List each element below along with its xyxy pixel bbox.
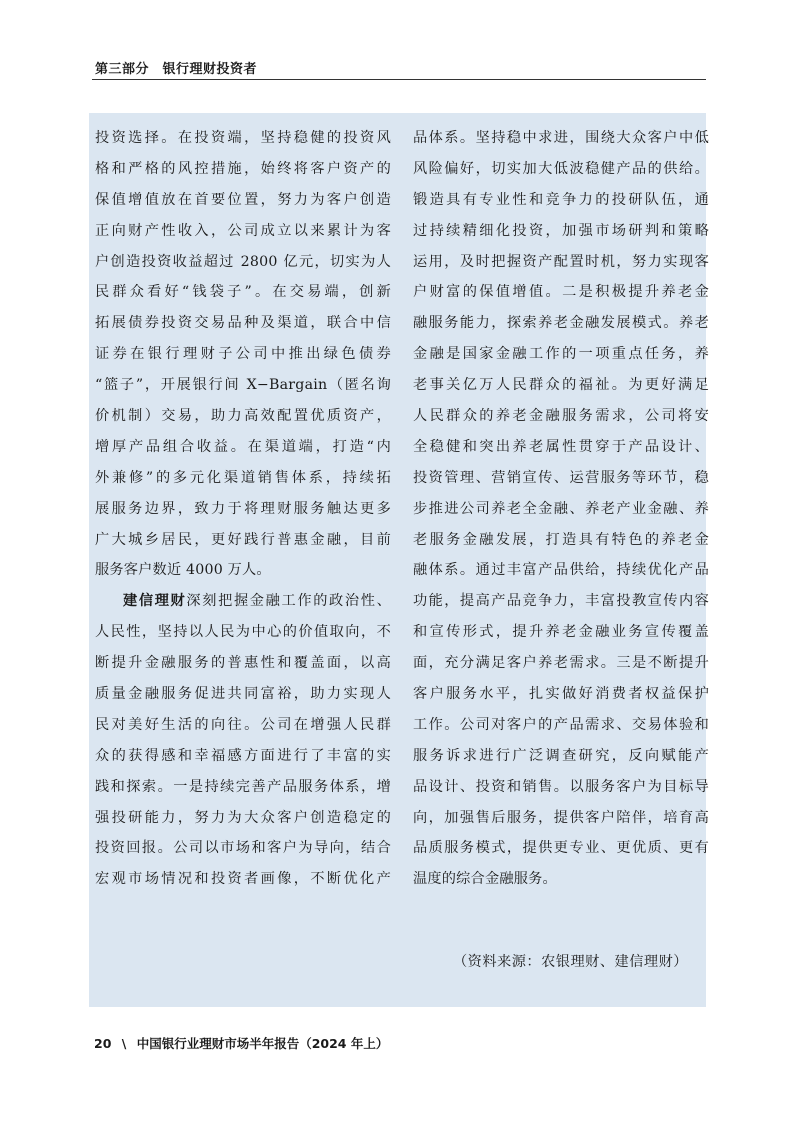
text-line: 锻造具有专业性和竞争力的投研队伍，通 (413, 191, 709, 208)
case-study-box (89, 113, 709, 1007)
text-line: 户创造投资收益超过 2800 亿元，切实为人 (95, 253, 391, 270)
text-line: 温度的综合金融服务。 (413, 871, 557, 888)
text-line: 强投研能力，努力为大众客户创造稳定的 (95, 809, 391, 826)
text-line: 服务诉求进行广泛调查研究，反向赋能产 (413, 747, 709, 764)
text-line: 金融是国家金融工作的一项重点任务，养 (413, 346, 709, 363)
text-line: 投资回报。公司以市场和客户为导向，结合 (95, 840, 391, 857)
text-line: 践和探索。一是持续完善产品服务体系，增 (95, 778, 391, 795)
text-line: 过持续精细化投资，加强市场研判和策略 (413, 222, 709, 239)
text-line: 断提升金融服务的普惠性和覆盖面，以高 (95, 655, 391, 672)
text-line: 老服务金融发展，打造具有特色的养老金 (413, 531, 709, 548)
text-line: 众的获得感和幸福感方面进行了丰富的实 (95, 747, 391, 764)
text-line: 运用，及时把握资产配置时机，努力实现客 (413, 253, 709, 270)
text-line: 广大城乡居民，更好践行普惠金融，目前 (95, 531, 391, 548)
text-line: 全稳健和突出养老属性贯穿于产品设计、 (413, 438, 709, 455)
text-line: 投资管理、营销宣传、运营服务等环节，稳 (413, 469, 709, 486)
report-title: 中国银行业理财市场半年报告（2024 年上） (136, 1036, 389, 1051)
source-note: （资料来源：农银理财、建信理财） (452, 954, 688, 970)
section-header: 第三部分 银行理财投资者 (95, 62, 258, 77)
text-line: 品体系。坚持稳中求进，围绕大众客户中低 (413, 130, 709, 146)
text-line: 客户服务水平，扎实做好消费者权益保护 (413, 686, 709, 703)
text-fragment: 深刻把握金融工作的政治性、 (186, 593, 391, 610)
page-footer (94, 1034, 388, 1052)
company-name-lead: 建信理财 (123, 593, 187, 610)
header-divider (92, 79, 706, 80)
text-line: 质量金融服务促进共同富裕，助力实现人 (95, 686, 391, 703)
text-line: 拓展债券投资交易品种及渠道，联合中信 (95, 315, 391, 332)
text-line: 投资选择。在投资端，坚持稳健的投资风 (95, 130, 391, 146)
text-line: 向，加强售后服务，提供客户陪伴，培育高 (413, 809, 709, 826)
text-line: 老事关亿万人民群众的福祉。为更好满足 (413, 377, 709, 394)
paragraph-first-line (95, 586, 391, 617)
text-line: 格和严格的风控措施，始终将客户资产的 (95, 160, 391, 177)
right-column (413, 123, 709, 895)
text-line: 品设计、投资和销售。以服务客户为目标导 (413, 778, 709, 795)
text-line: 融服务能力，探索养老金融发展模式。养老 (413, 315, 709, 332)
text-line: 增厚产品组合收益。在渠道端，打造“内 (95, 438, 391, 455)
text-line: 外兼修”的多元化渠道销售体系，持续拓 (95, 469, 391, 486)
left-column (95, 123, 391, 895)
text-line: 户财富的保值增值。二是积极提升养老金 (413, 284, 709, 301)
text-line: 人民群众的养老金融服务需求，公司将安 (413, 408, 709, 425)
text-line: 和宣传形式，提升养老金融业务宣传覆盖 (413, 624, 709, 641)
text-line: 面，充分满足客户养老需求。三是不断提升 (413, 655, 709, 672)
text-line: 正向财产性收入，公司成立以来累计为客 (95, 222, 391, 239)
text-line: 步推进公司养老全金融、养老产业金融、养 (413, 500, 709, 517)
text-line: 品质服务模式，提供更专业、更优质、更有 (413, 840, 709, 857)
text-line: 证券在银行理财子公司中推出绿色债券 (95, 346, 391, 363)
text-line: 融体系。通过丰富产品供给，持续优化产品 (413, 562, 709, 579)
page-number: 20 (94, 1036, 112, 1051)
text-line: 工作。公司对客户的产品需求、交易体验和 (413, 716, 709, 733)
text-line: 展服务边界，致力于将理财服务触达更多 (95, 500, 391, 517)
text-line: “篮子”，开展银行间 X−Bargain（匿名询 (95, 377, 391, 394)
text-line: 保值增值放在首要位置，努力为客户创造 (95, 191, 391, 208)
text-line: 功能，提高产品竞争力，丰富投教宣传内容 (413, 593, 709, 610)
text-line: 价机制）交易，助力高效配置优质资产， (95, 408, 391, 425)
text-line: 宏观市场情况和投资者画像，不断优化产 (95, 871, 391, 888)
text-line: 民群众看好“钱袋子”。在交易端，创新 (95, 284, 391, 301)
text-line: 风险偏好，切实加大低波稳健产品的供给。 (413, 160, 709, 177)
footer-separator: \ (121, 1036, 127, 1051)
text-line: 民对美好生活的向往。公司在增强人民群 (95, 716, 391, 733)
text-line: 服务客户数近 4000 万人。 (95, 562, 271, 579)
text-line: 人民性，坚持以人民为中心的价值取向，不 (95, 624, 391, 641)
